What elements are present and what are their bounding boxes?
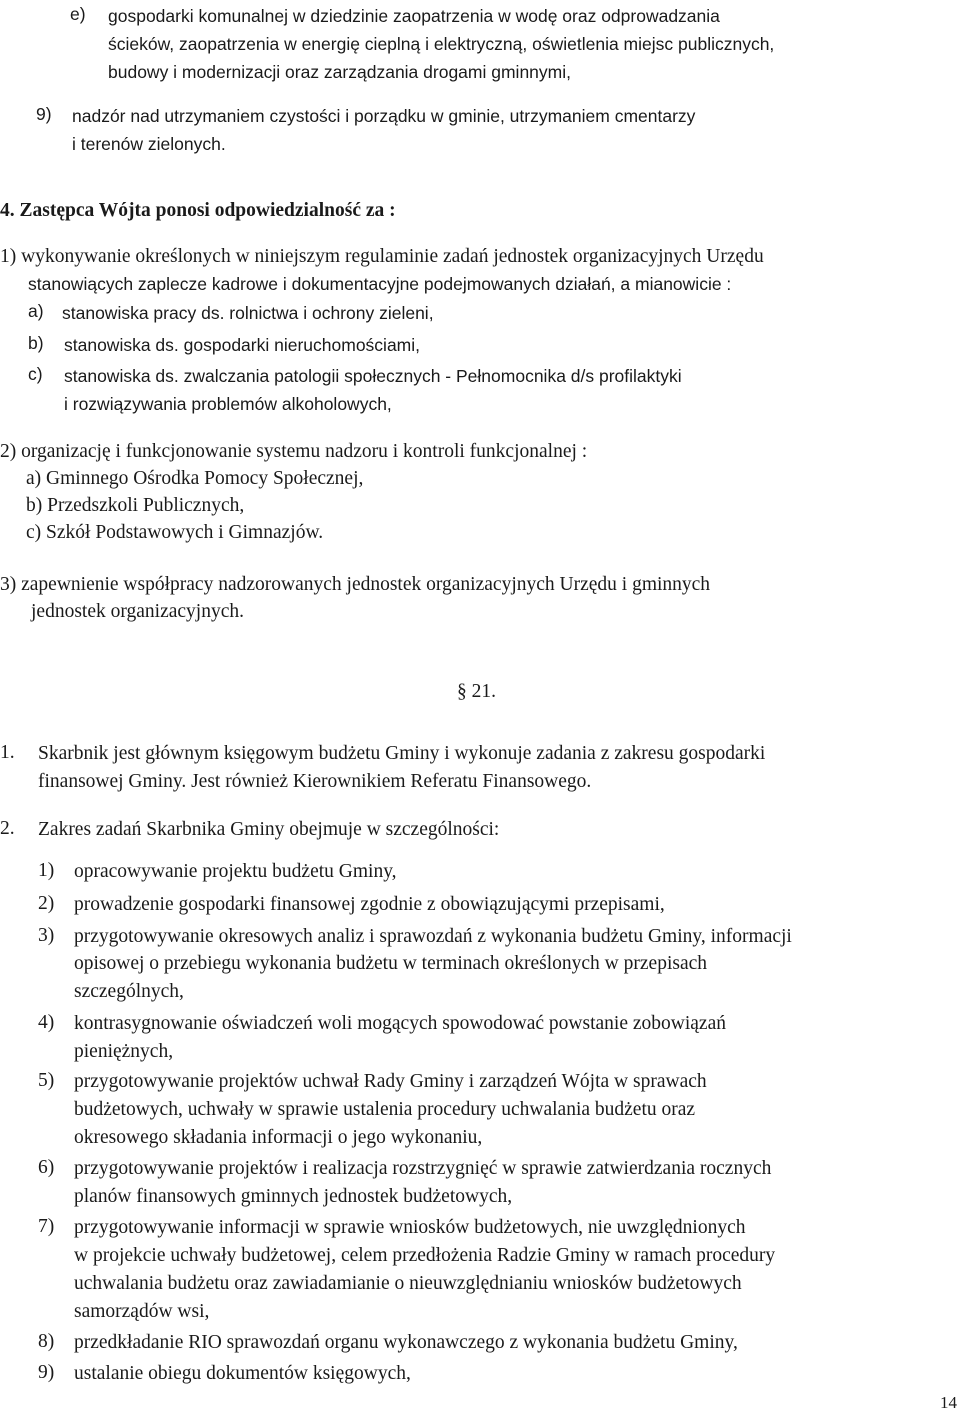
list-marker: 9) [36,104,52,124]
text-line: i terenów zielonych. [72,134,226,154]
text-line: Skarbnik jest głównym księgowym budżetu Gminy i wykonuje zadania z zakresu gospodarki [38,743,766,764]
list-marker: b) [28,333,44,353]
list-marker: 9) [38,1362,55,1383]
text-line: stanowiska pracy ds. rolnictwa i ochrony zieleni, [62,303,434,323]
text-line: finansowej Gminy. Jest również Kierownikiem Referatu Finansowego. [38,771,592,792]
text-line: ustalanie obiegu dokumentów księgowych, [74,1363,411,1384]
list-marker: 1. [0,742,15,763]
text-line: opracowywanie projektu budżetu Gminy, [74,861,397,882]
list-marker: 2) [38,893,55,914]
text-line: b) Przedszkoli Publicznych, [26,495,245,516]
text-line: 2) organizację i funkcjonowanie systemu nadzoru i kontroli funkcjonalnej : [0,441,588,462]
page-number: 14 [940,1393,957,1412]
list-marker: 4) [38,1012,55,1033]
text-line: prowadzenie gospodarki finansowej zgodnie z obowiązującymi przepisami, [74,894,665,915]
text-line: 1) wykonywanie określonych w niniejszym regulaminie zadań jednostek organizacyjnych Urzędu [0,246,764,267]
text-line: a) Gminnego Ośrodka Pomocy Społecznej, [26,468,364,489]
list-marker: 6) [38,1157,55,1178]
text-line: budżetowych, uchwały w sprawie ustalenia procedury uchwalania budżetu oraz [74,1099,696,1120]
list-marker: a) [28,301,44,321]
paragraph-heading: § 21. [457,681,496,702]
list-marker: c) [28,364,43,384]
text-line: opisowej o przebiegu wykonania budżetu w terminach określonych w przepisach [74,953,708,974]
text-line: szczególnych, [74,981,184,1002]
text-line: 3) zapewnienie współpracy nadzorowanych jednostek organizacyjnych Urzędu i gminnych [0,574,711,595]
section-heading: 4. Zastępca Wójta ponosi odpowiedzialność za : [0,200,396,221]
list-marker: 5) [38,1070,55,1091]
text-line: stanowiska ds. zwalczania patologii społecznych - Pełnomocnika d/s profilaktyki [64,366,682,386]
text-line: gospodarki komunalnej w dziedzinie zaopatrzenia w wodę oraz odprowadzania [108,6,720,26]
text-line: pieniężnych, [74,1041,174,1062]
text-line: przygotowywanie okresowych analiz i sprawozdań z wykonania budżetu Gminy, informacji [74,926,792,947]
text-line: samorządów wsi, [74,1301,210,1322]
list-marker: 3) [38,925,55,946]
text-line: przygotowywanie projektów i realizacja rozstrzygnięć w sprawie zatwierdzania rocznych [74,1158,772,1179]
list-marker: 2. [0,818,15,839]
text-line: stanowiących zaplecze kadrowe i dokumentacyjne podejmowanych działań, a mianowicie : [28,274,732,294]
text-line: okresowego składania informacji o jego wykonaniu, [74,1127,483,1148]
text-line: w projekcie uchwały budżetowej, celem przedłożenia Radzie Gminy w ramach procedury [74,1245,776,1266]
text-line: przygotowywanie projektów uchwał Rady Gminy i zarządzeń Wójta w sprawach [74,1071,707,1092]
text-line: planów finansowych gminnych jednostek budżetowych, [74,1186,513,1207]
text-line: nadzór nad utrzymaniem czystości i porządku w gminie, utrzymaniem cmentarzy [72,106,696,126]
list-marker: 1) [38,860,55,881]
text-line: Zakres zadań Skarbnika Gminy obejmuje w szczególności: [38,819,500,840]
text-line: budowy i modernizacji oraz zarządzania drogami gminnymi, [108,62,571,82]
text-line: c) Szkół Podstawowych i Gimnazjów. [26,522,324,543]
list-marker: 8) [38,1331,55,1352]
text-line: kontrasygnowanie oświadczeń woli mogących spowodować powstanie zobowiązań [74,1013,726,1034]
text-line: stanowiska ds. gospodarki nieruchomościami, [64,335,420,355]
text-line: ścieków, zaopatrzenia w energię cieplną i elektryczną, oświetlenia miejsc publicznych, [108,34,775,54]
text-line: jednostek organizacyjnych. [31,601,244,622]
text-line: przygotowywanie informacji w sprawie wniosków budżetowych, nie uwzględnionych [74,1217,746,1238]
text-line: i rozwiązywania problemów alkoholowych, [64,394,392,414]
list-marker: 7) [38,1216,55,1237]
list-marker: e) [70,4,86,24]
text-line: uchwalania budżetu oraz zawiadamianie o nieuwzględnianiu wniosków budżetowych [74,1273,742,1294]
text-line: przedkładanie RIO sprawozdań organu wykonawczego z wykonania budżetu Gminy, [74,1332,738,1353]
